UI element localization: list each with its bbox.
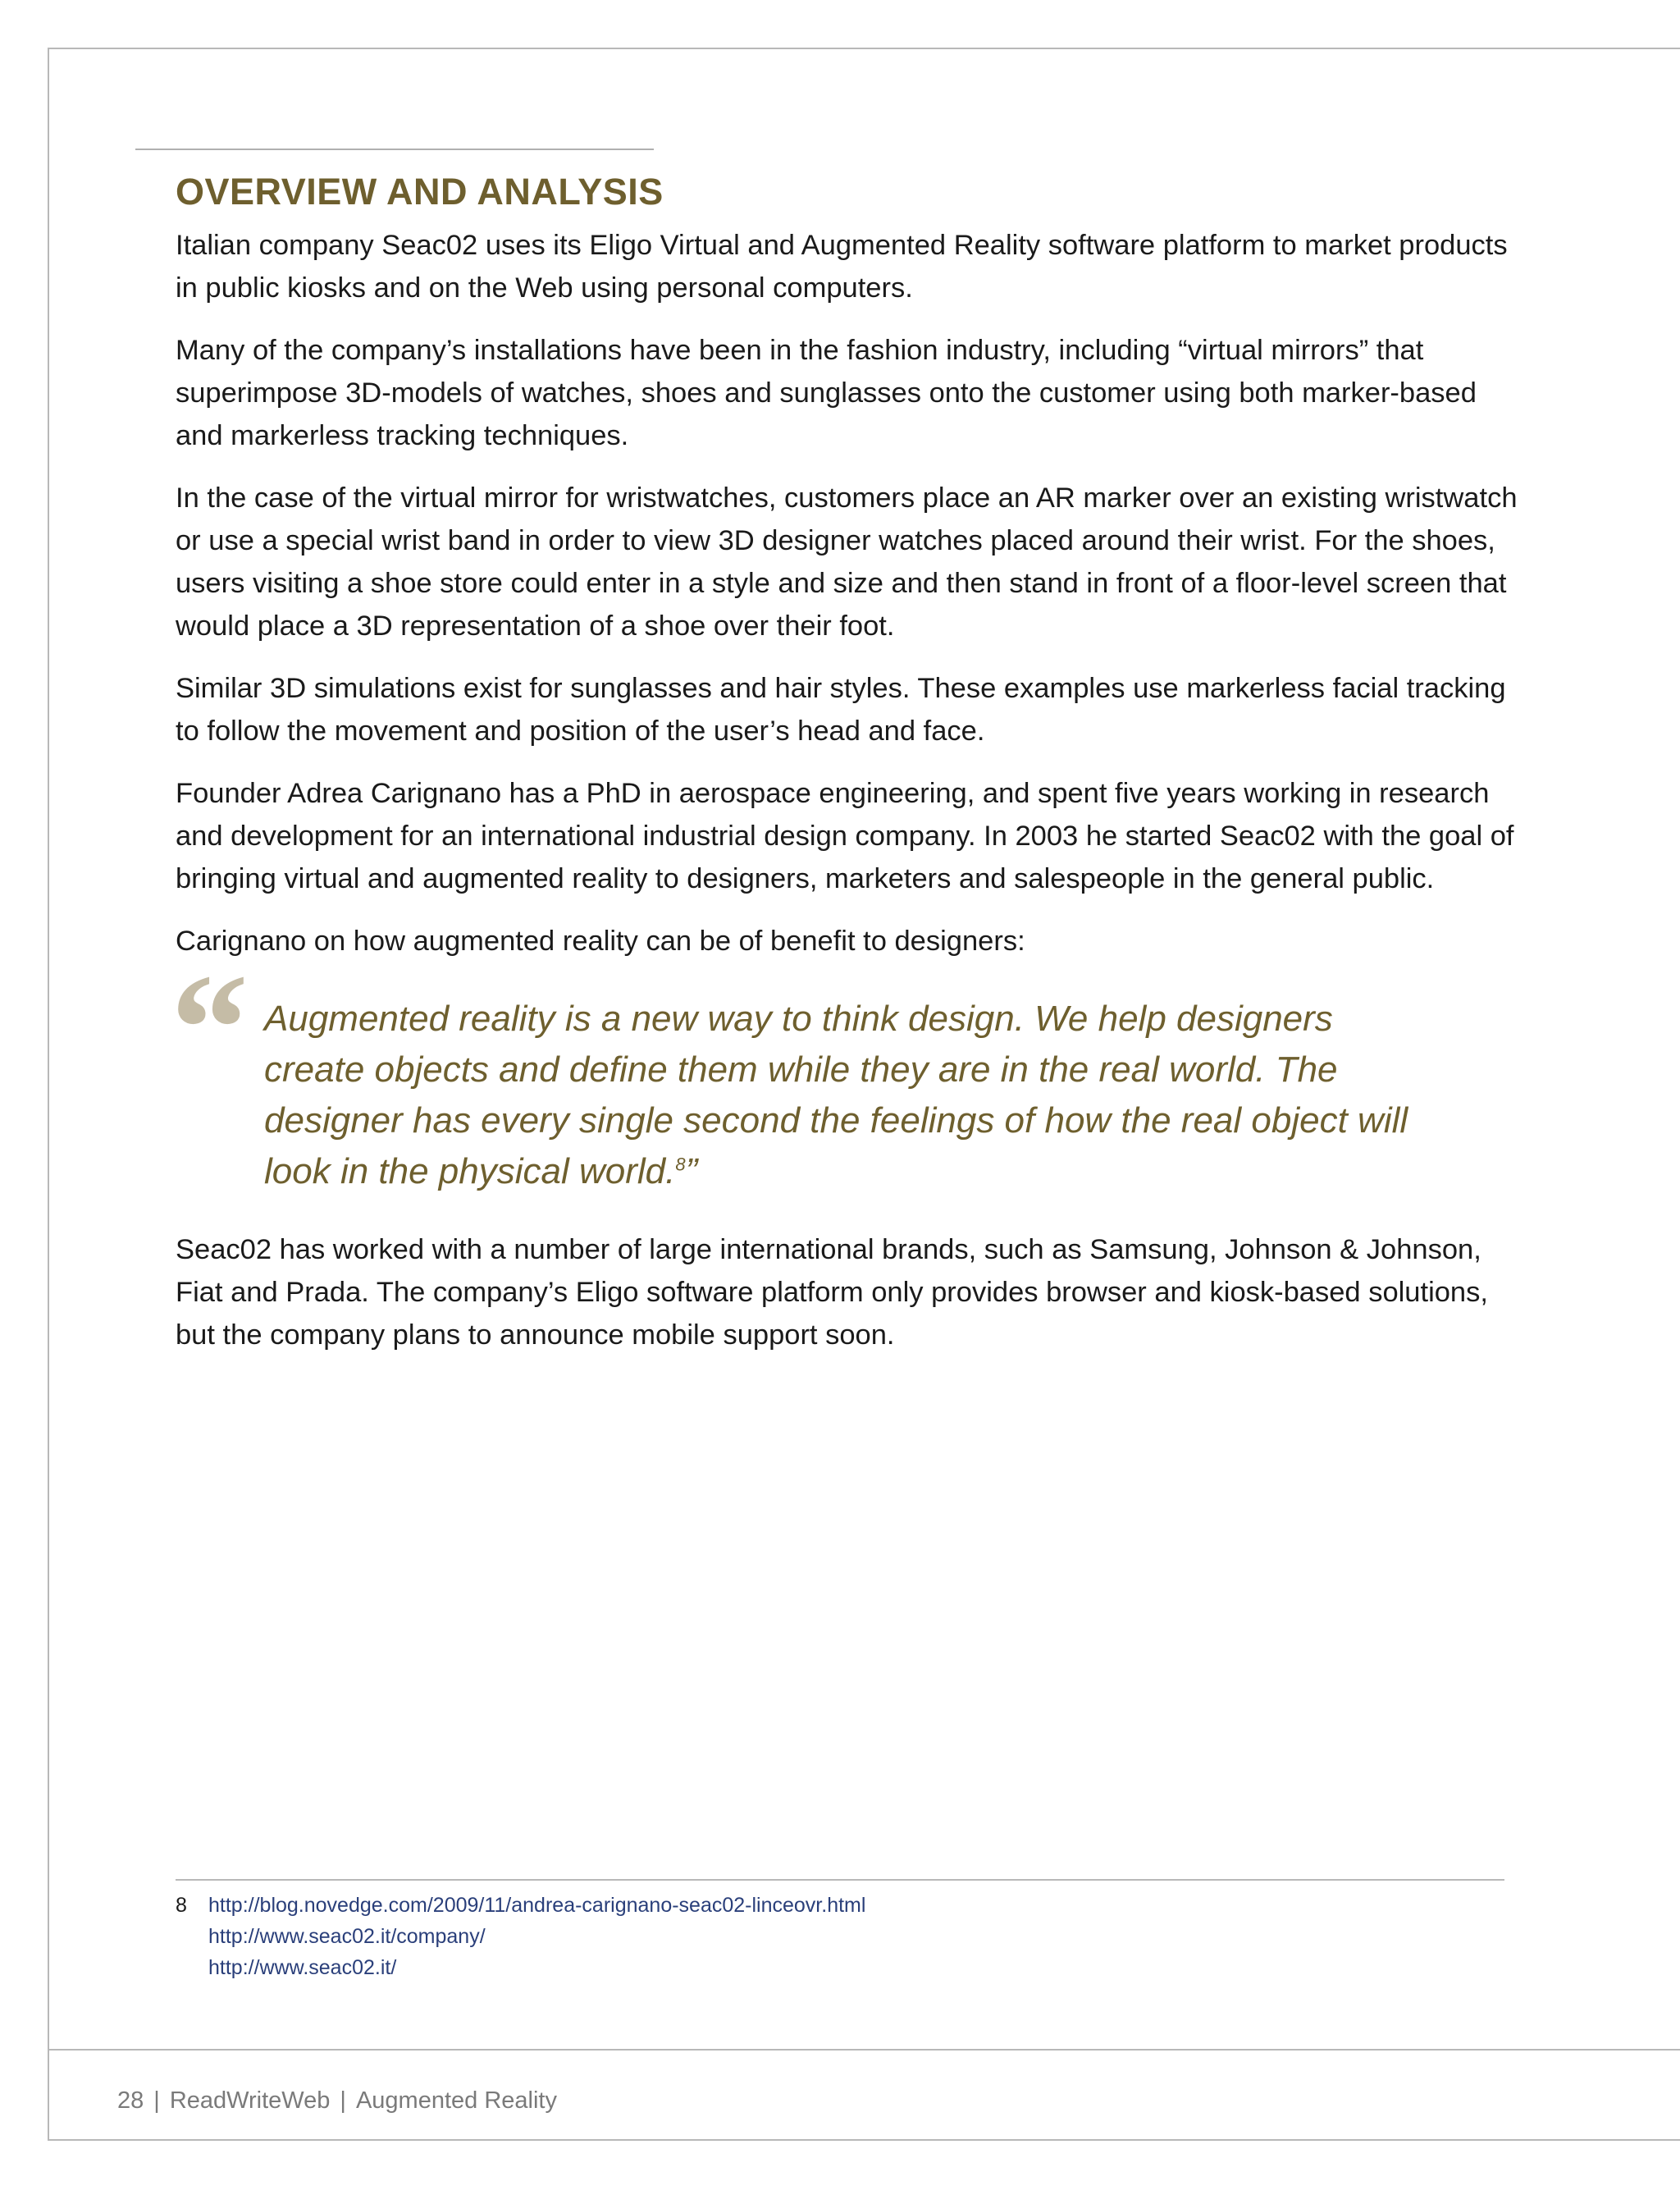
close-quote: ” xyxy=(685,1151,698,1191)
footnote-item xyxy=(176,1890,1504,1983)
footer-publisher: ReadWriteWeb xyxy=(169,2087,331,2114)
footer-separator: | xyxy=(153,2087,160,2114)
pull-quote-text xyxy=(264,994,1429,1197)
footer-title: Augmented Reality xyxy=(355,2087,557,2114)
page-number: 28 xyxy=(117,2087,144,2114)
open-quote-icon: “ xyxy=(171,943,249,1115)
paragraph: Seac02 has worked with a number of large international brands, such as Samsung, Johnson & Johnson, Fiat and Prada. The company’s Eligo software platform only provides browser and kiosk-based solutions, but the company plans to announce mobile support soon. xyxy=(176,1234,1488,1351)
quote-body: Augmented reality is a new way to think design. We help designers create objects and define them while they are in the real world. The designer has every single second the feelings of how the real object will look in the physical world. xyxy=(264,999,1408,1191)
footnote-reference[interactable]: 8 xyxy=(675,1154,686,1175)
paragraph: Similar 3D simulations exist for sunglasses and hair styles. These examples use markerless facial tracking to follow the movement and position of the user’s head and face. xyxy=(176,673,1506,747)
footnote-number: 8 xyxy=(176,1894,187,1917)
main-content xyxy=(171,168,1521,1376)
page-footer xyxy=(117,2084,557,2117)
footnote-link[interactable]: http://www.seac02.it/company/ xyxy=(208,1925,486,1948)
heading-top-rule xyxy=(135,149,654,150)
section-heading: OVERVIEW AND ANALYSIS xyxy=(176,171,664,213)
paragraph: Founder Adrea Carignano has a PhD in aerospace engineering, and spent five years working in research and development for an international industrial design company. In 2003 he started Seac02 with the goal of bringing virtual and augmented reality to designers, marketers and salespeople in the general public. xyxy=(176,778,1514,894)
footer-divider xyxy=(48,2049,1680,2051)
paragraph: Many of the company’s installations have been in the fashion industry, including “virtual mirrors” that superimpose 3D-models of watches, shoes and sunglasses onto the customer using both marker-based and markerless tracking techniques. xyxy=(176,335,1477,451)
footnote-links xyxy=(208,1890,865,1983)
paragraph: Italian company Seac02 uses its Eligo Virtual and Augmented Reality software platform to market products in public kiosks and on the Web using personal computers. xyxy=(176,230,1508,304)
pull-quote xyxy=(171,943,1429,1197)
paragraph: Carignano on how augmented reality can be of benefit to designers: xyxy=(176,926,1025,957)
footnote-link[interactable]: http://blog.novedge.com/2009/11/andrea-carignano-seac02-linceovr.html xyxy=(208,1894,866,1917)
footnote-link[interactable]: http://www.seac02.it/ xyxy=(208,1956,397,1979)
footer-separator: | xyxy=(340,2087,346,2114)
paragraph: In the case of the virtual mirror for wristwatches, customers place an AR marker over an existing wristwatch or use a special wrist band in order to view 3D designer watches placed around their wrist. For the shoes, users visiting a shoe store could enter in a style and size and then stand in front of a floor-level screen that would place a 3D representation of a shoe over their foot. xyxy=(176,482,1518,642)
footnotes xyxy=(176,1890,1504,1983)
footnote-divider xyxy=(176,1879,1504,1881)
